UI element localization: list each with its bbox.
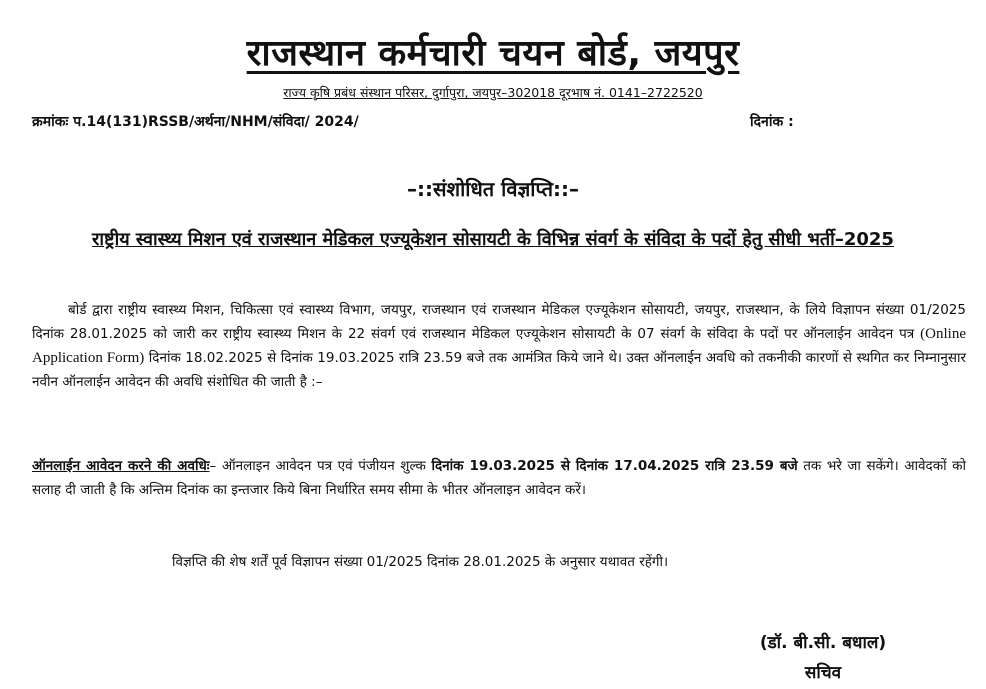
organization-address: राज्य कृषि प्रबंध संस्थान परिसर, दुर्गापुरा, जयपुर–302018 दूरभाष नं. 0141–2722520: [283, 85, 703, 100]
paragraph-main: [32, 298, 966, 394]
paragraph-main-text-1: बोर्ड द्वारा राष्ट्रीय स्वास्थ्य मिशन, चिकित्सा एवं स्वास्थ्य विभाग, जयपुर, राजस्थान एवं राजस्थान मेडिकल एज्यूकेशन सोसायटी, जयपुर, राजस्थान, के लिये विज्ञापन संख्या 01/2025 दिनांक 28.01.2025 को जारी कर राष्ट्रीय स्वास्थ्य मिशन के 22 संवर्ग एवं राजस्थान मेडिकल एज्यूकेशन सोसायटी के 07 संवर्ग के संविदा के पदों पर ऑनलाईन आवेदन पत्र: [32, 302, 966, 342]
paragraph-main-english: (Online Application Form): [32, 326, 966, 366]
date-label: दिनांक :: [750, 114, 794, 130]
reference-number: क्रमांकः प.14(131)RSSB/अर्थना/NHM/संविदा/ 2024/: [32, 114, 359, 130]
period-dates: दिनांक 19.03.2025 से दिनांक 17.04.2025 रात्रि 23.59 बजे: [431, 458, 798, 474]
organization-title: राजस्थान कर्मचारी चयन बोर्ड, जयपुर: [246, 33, 740, 74]
paragraph-main-text-2: दिनांक 18.02.2025 से दिनांक 19.03.2025 रात्रि 23.59 बजे तक आमंत्रित किये जाने थे। उक्त ऑनलाईन अवधि को तकनीकी कारणों से स्थगित कर निम्नानुसार नवीन ऑनलाईन आवेदन की अवधि संशोधित की जाती है :–: [32, 350, 966, 390]
signatory-name: (डॉ. बी.सी. बधाल): [759, 633, 887, 653]
signature-block: [720, 628, 926, 688]
period-text-1: – ऑनलाइन आवेदन पत्र एवं पंजीयन शुल्क: [209, 458, 432, 474]
period-text-2: तक भरे जा सकेंगे। आवेदकों को सलाह दी जाती है कि अन्तिम दिनांक का इन्तजार किये बिना निर्धारित समय सीमा के भीतर ऑनलाइन आवेदन करें।: [32, 458, 967, 498]
paragraph-period: [32, 454, 966, 502]
notice-heading: –::संशोधित विज्ञप्ति::–: [407, 177, 579, 201]
signatory-designation: सचिव: [804, 663, 842, 683]
notice-subject: राष्ट्रीय स्वास्थ्य मिशन एवं राजस्थान मेडिकल एज्यूकेशन सोसायटी के विभिन्न संवर्ग के संविदा के पदों हेतु सीधी भर्ती–2025: [92, 229, 894, 250]
paragraph-conditions: विज्ञप्ति की शेष शर्तें पूर्व विज्ञापन संख्या 01/2025 दिनांक 28.01.2025 के अनुसार यथावत रहेंगी।: [172, 554, 669, 570]
period-label: ऑनलाईन आवेदन करने की अवधिः: [32, 458, 210, 474]
